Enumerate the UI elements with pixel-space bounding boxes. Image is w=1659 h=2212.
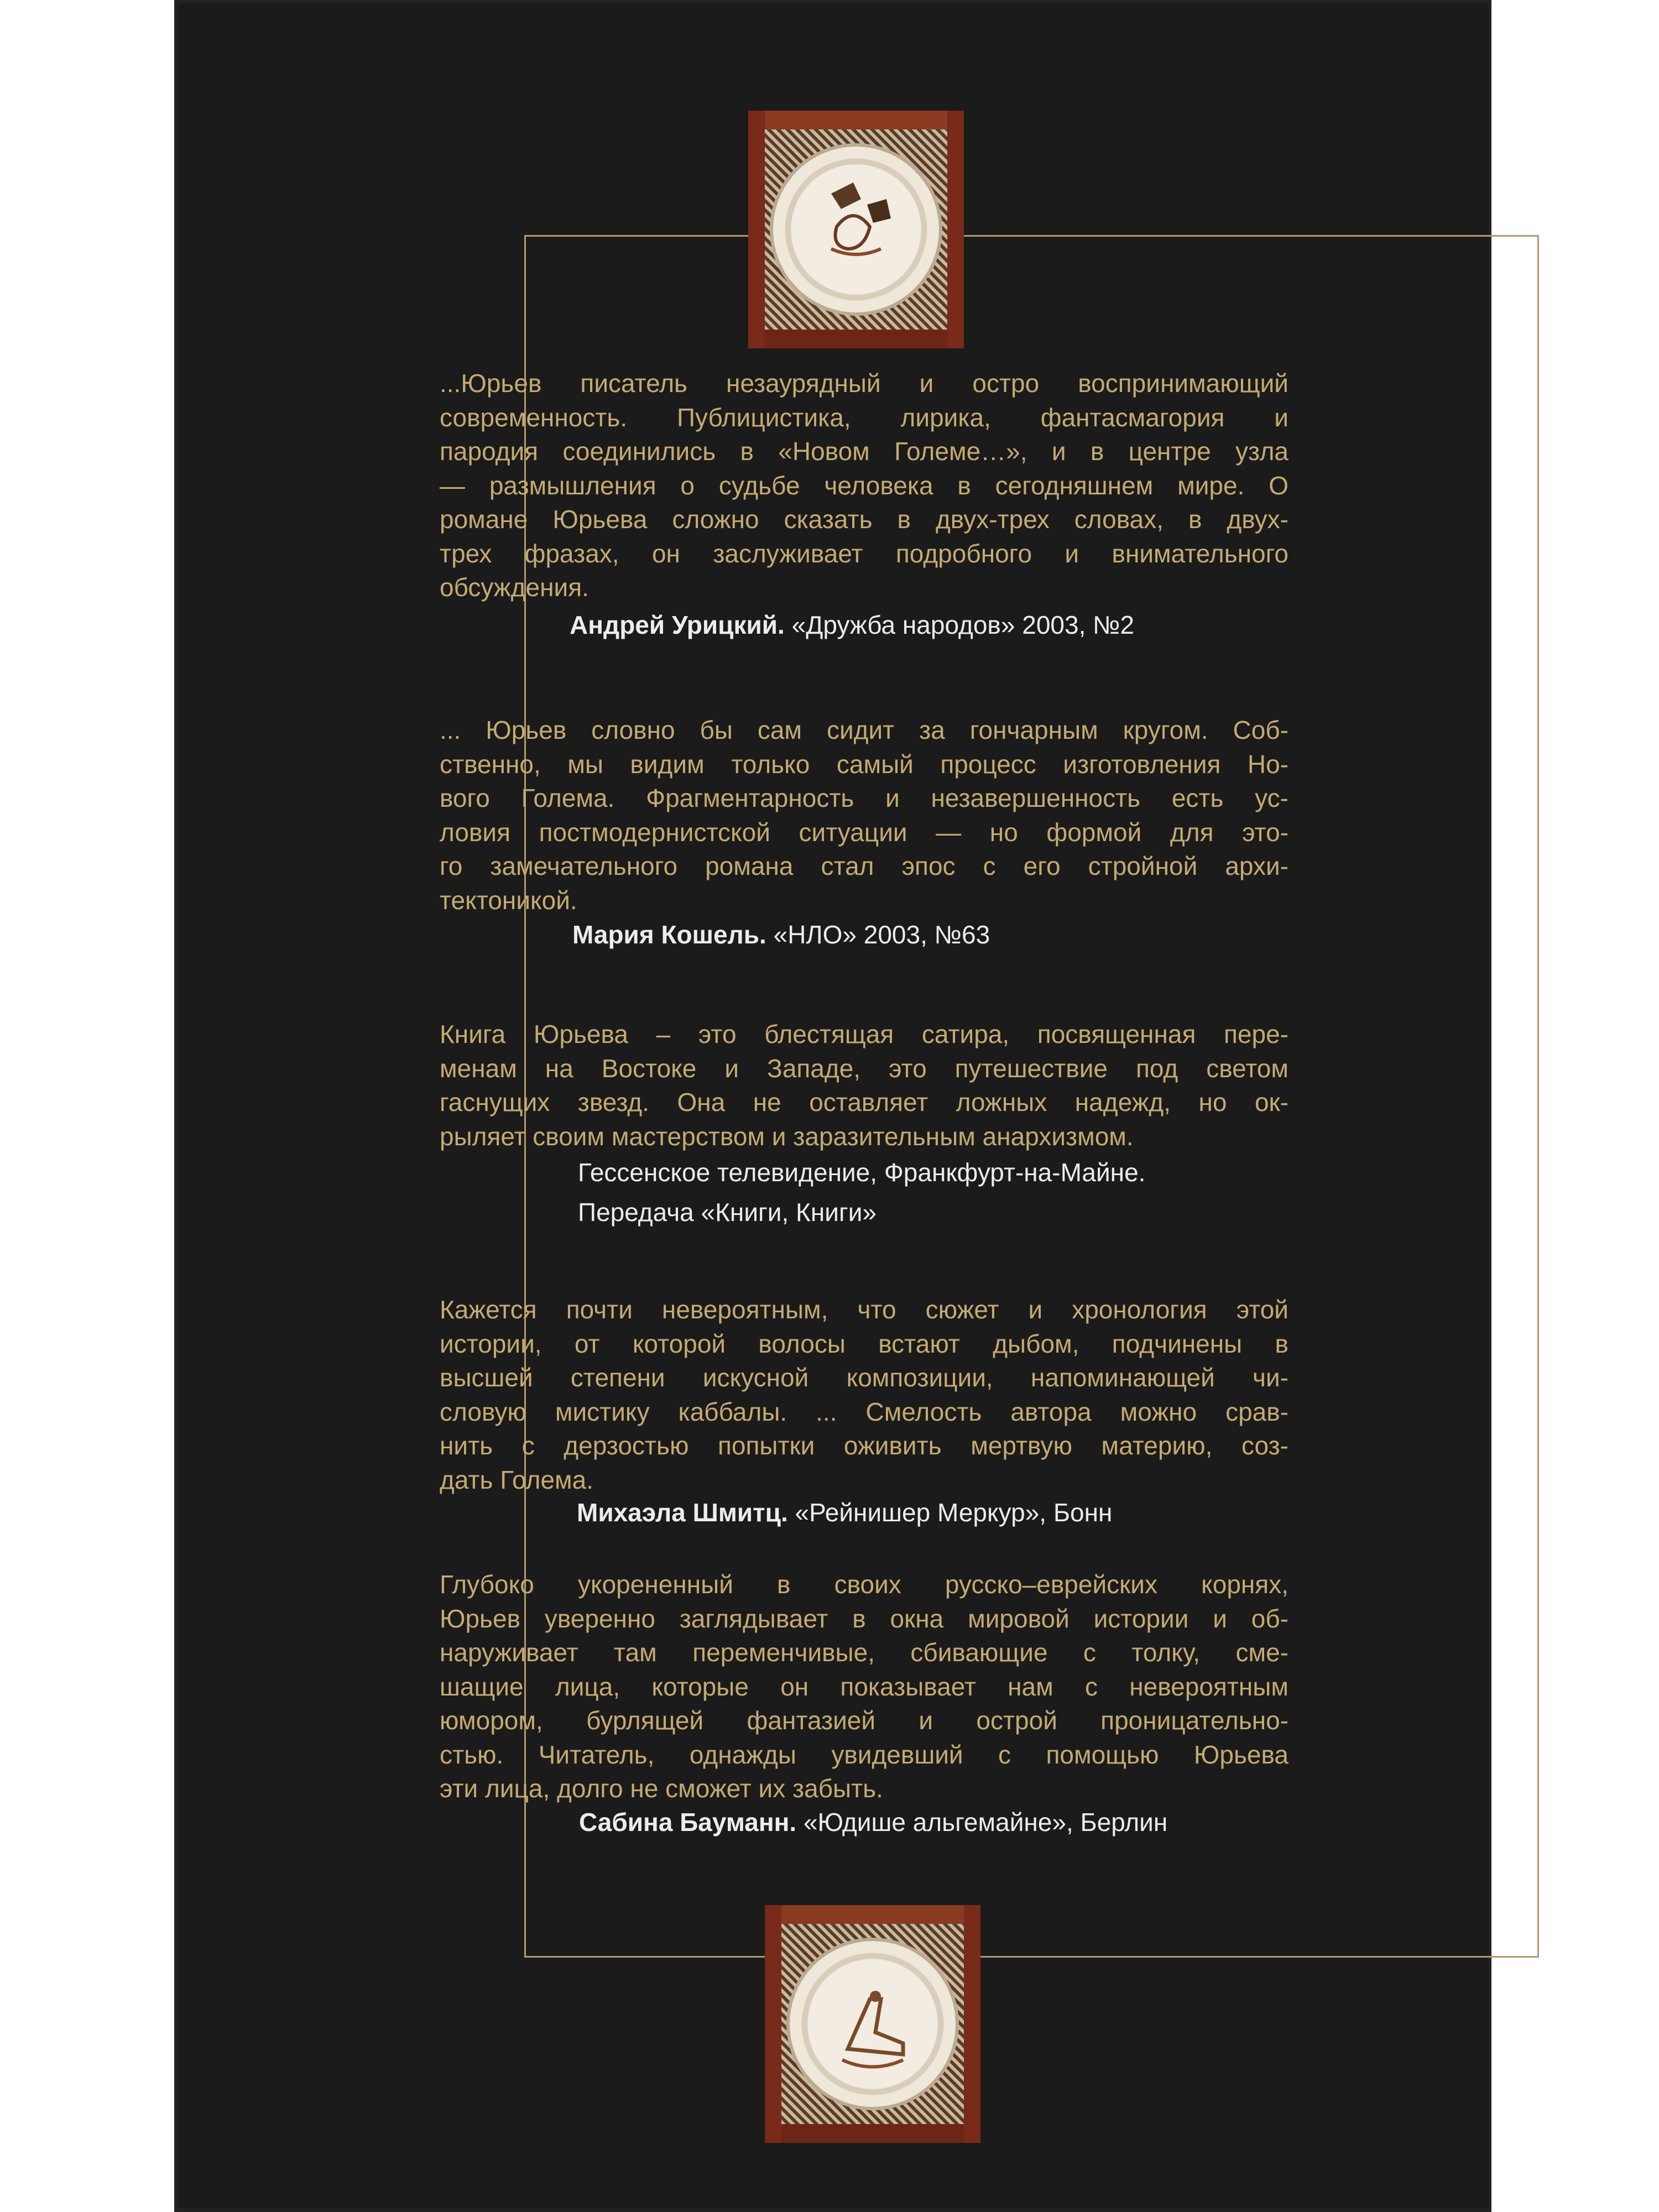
quote-line: Кажется почти невероятным, что сюжет и хронология этой (440, 1295, 1288, 1324)
review-attribution-1 (570, 608, 1134, 643)
review-quote-1 (440, 367, 1288, 605)
author-name: Мария Кошель. (572, 920, 766, 949)
quote-line: словую мистику каббалы. ... Смелость автора можно срав- (440, 1397, 1288, 1426)
review-attribution-4 (577, 1496, 1112, 1530)
quote-line: высшей степени искусной композиции, напоминающей чи- (440, 1363, 1288, 1392)
source-name: «Дружба народов» 2003, №2 (784, 611, 1135, 639)
quote-line: — размышления о судьбе человека в сегодняшнем мире. О (440, 471, 1288, 500)
ornament-top-icon (748, 111, 964, 348)
quote-line: дать Голема. (440, 1465, 594, 1494)
review-quote-4 (440, 1293, 1288, 1497)
review-attribution-3b (578, 1196, 877, 1230)
quote-line: го замечательного романа стал эпос с его стройной архи- (440, 852, 1288, 880)
review-quote-5 (440, 1568, 1288, 1806)
quote-line: ... Юрьев словно бы сам сидит за гончарным кругом. Соб- (440, 716, 1288, 744)
source-name: Гессенское телевидение, Франкфурт-на-Майне. (578, 1158, 1146, 1187)
quote-line: эти лица, долго не сможет их забыть. (440, 1774, 883, 1803)
quote-line: обсуждения. (440, 573, 589, 602)
review-attribution-2 (572, 918, 990, 952)
quote-line: ловия постмодернистской ситуации — но формой для это- (440, 817, 1288, 847)
author-name: Андрей Урицкий. (570, 611, 785, 639)
review-quote-3 (440, 1018, 1288, 1154)
source-name: Передача «Книги, Книги» (578, 1198, 877, 1227)
quote-line: стью. Читатель, однажды увидевший с помощью Юрьева (440, 1740, 1288, 1769)
quote-line: юмором, бурлящей фантазией и острой проницательно- (440, 1706, 1288, 1735)
quote-line: гаснущих звезд. Она не оставляет ложных надежд, но ок- (440, 1088, 1288, 1117)
source-name: «Рейнишер Меркур», Бонн (787, 1498, 1113, 1527)
quote-line: Юрьев уверенно заглядывает в окна мировой истории и об- (440, 1604, 1288, 1633)
ornament-bottom-icon (765, 1905, 980, 2143)
source-name: «Юдише альгемайне», Берлин (796, 1808, 1168, 1837)
quote-line: трех фразах, он заслуживает подробного и внимательного (440, 539, 1288, 568)
quote-line: ...Юрьев писатель незаурядный и остро воспринимающий (440, 369, 1288, 398)
quote-line: вого Голема. Фрагментарность и незавершенность есть ус- (440, 784, 1288, 812)
quote-line: менам на Востоке и Западе, это путешествие под светом (440, 1053, 1288, 1083)
quote-line: ственно, мы видим только самый процесс изготовления Но- (440, 749, 1288, 779)
quote-line: Книга Юрьева – это блестящая сатира, посвященная пере- (440, 1020, 1288, 1048)
quote-line: нить с дерзостью попытки оживить мертвую материю, соз- (440, 1431, 1288, 1460)
review-attribution-5 (579, 1806, 1167, 1840)
quote-line: романе Юрьева сложно сказать в двух-трех словах, в двух- (440, 505, 1288, 534)
quote-line: тектоникой. (440, 885, 577, 915)
quote-line: пародия соединились в «Новом Големе…», и в центре узла (440, 437, 1288, 466)
quote-line: рыляет своим мастерством и заразительным анархизмом. (440, 1121, 1134, 1151)
quote-line: современность. Публицистика, лирика, фантасмагория и (440, 403, 1288, 432)
quote-line: истории, от которой волосы встают дыбом, подчинены в (440, 1329, 1288, 1358)
author-name: Сабина Бауманн. (579, 1808, 797, 1837)
review-attribution-3 (578, 1156, 1145, 1190)
quote-line: шащие лица, которые он показывает нам с невероятным (440, 1672, 1288, 1701)
quote-line: Глубоко укорененный в своих русско–еврейских корнях, (440, 1570, 1288, 1599)
review-quote-2 (440, 713, 1288, 917)
quote-line: наруживает там переменчивые, сбивающие с толку, сме- (440, 1638, 1288, 1667)
source-name: «НЛО» 2003, №63 (766, 920, 990, 949)
author-name: Михаэла Шмитц. (577, 1498, 788, 1527)
